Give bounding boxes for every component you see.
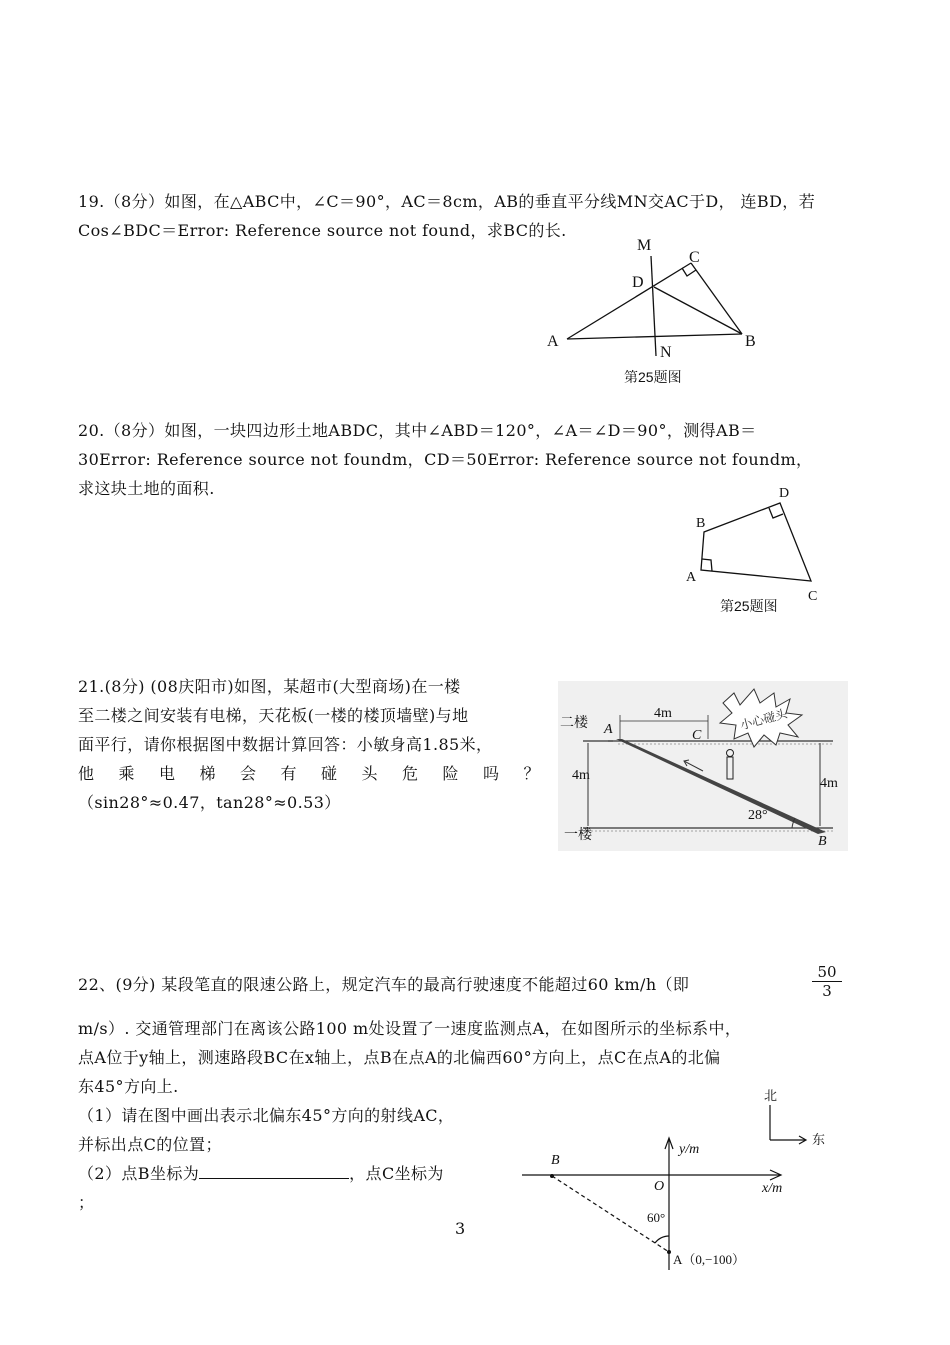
page-number: 3	[455, 1219, 466, 1238]
q22-sub1-line-1: （1）请在图中画出表示北偏东45°方向的射线AC，	[78, 1106, 455, 1125]
q22-line-2: m/s）. 交通管理部门在离该公路100 m处设置了一速度监测点A，在如图所示的坐标系中，	[78, 1019, 742, 1038]
label-B: B	[818, 834, 827, 849]
label-C: C	[689, 249, 700, 266]
q20-line-3: 求这块土地的面积.	[78, 479, 215, 498]
char: 会	[240, 764, 257, 783]
label-N: N	[660, 344, 672, 361]
figure-caption: 第25题图	[720, 598, 778, 614]
label-B: B	[551, 1153, 560, 1168]
label-y-axis: y/m	[679, 1142, 700, 1157]
char: 他	[78, 764, 95, 783]
label-C: C	[692, 728, 702, 743]
label-floor1: 一楼	[564, 828, 592, 843]
label-A: A	[686, 570, 697, 585]
char: 危	[402, 764, 419, 783]
label-A: A	[547, 333, 559, 350]
q22-sub1-line-2: 并标出点C的位置；	[78, 1135, 222, 1154]
char: 头	[361, 764, 378, 783]
fraction-denominator: 3	[822, 982, 832, 1000]
q21-line-5: （sin28°≈0.47，tan28°≈0.53）	[78, 793, 341, 812]
label-left-height: 4m	[572, 768, 590, 783]
q19-line-2: Cos∠BDC＝Error: Reference source not found，求BC的长.	[78, 221, 567, 240]
angle-arc-60	[655, 1236, 669, 1243]
label-top-length: 4m	[654, 706, 672, 721]
char: 电	[159, 764, 176, 783]
char: 梯	[199, 764, 216, 783]
char: 乘	[118, 764, 135, 783]
label-x-axis: x/m	[762, 1181, 783, 1196]
label-D: D	[779, 486, 790, 501]
label-angle: 60°	[647, 1210, 666, 1225]
q21-line-3: 面平行，请你根据图中数据计算回答：小敏身高1.85米，	[78, 735, 493, 754]
label-O: O	[654, 1179, 665, 1194]
label-angle: 28°	[748, 808, 768, 823]
q21-line-1: 21.(8分) (08庆阳市)如图，某超市(大型商场)在一楼	[78, 677, 461, 696]
label-A: A（0,−100）	[673, 1252, 745, 1267]
q22-line-3: 点A位于y轴上，测速路段BC在x轴上，点B在点A的北偏西60°方向上，点C在点A的北偏	[78, 1048, 721, 1067]
label-east: 东	[812, 1132, 826, 1147]
q21-line-2: 至二楼之间安装有电梯，天花板(一楼的楼顶墙壁)与地	[78, 706, 469, 725]
char: 碰	[321, 764, 338, 783]
label-B: B	[745, 333, 756, 350]
q22-line-4: 东45°方向上.	[78, 1077, 179, 1096]
label-C: C	[808, 589, 818, 604]
q20-line-1: 20.（8分）如图，一块四边形土地ABDC，其中∠ABD＝120°，∠A＝∠D＝90°，测得AB＝	[78, 421, 757, 440]
q20-line-2: 30Error: Reference source not foundm，CD＝50Error: Reference source not foundm，	[78, 450, 813, 469]
label-M: M	[637, 237, 652, 254]
char: ？	[523, 764, 540, 783]
q22-sub2-tail: ；	[78, 1193, 95, 1212]
sub2-text-b: ，点C坐标为	[349, 1164, 444, 1183]
warning-text: 小心碰头	[738, 706, 789, 733]
label-D: D	[632, 274, 644, 291]
figure-caption: 第25题图	[624, 369, 682, 385]
q22-line-1: 22、(9分) 某段笔直的限速公路上，规定汽车的最高行驶速度不能超过60 km/h（即	[78, 975, 690, 994]
char: 险	[442, 764, 459, 783]
label-floor2: 二楼	[560, 716, 588, 731]
label-north: 北	[764, 1088, 778, 1103]
char: 有	[280, 764, 297, 783]
label-B: B	[696, 516, 706, 531]
label-A: A	[604, 722, 613, 737]
fraction-numerator: 50	[812, 963, 842, 982]
label-right-height: 4m	[820, 776, 838, 791]
sub2-text-a: （2）点B坐标为	[78, 1164, 200, 1183]
q19-line-1: 19.（8分）如图，在△ABC中，∠C＝90°，AC＝8cm，AB的垂直平分线MN交AC于D， 连BD，若	[78, 192, 816, 211]
char: 吗	[483, 764, 500, 783]
